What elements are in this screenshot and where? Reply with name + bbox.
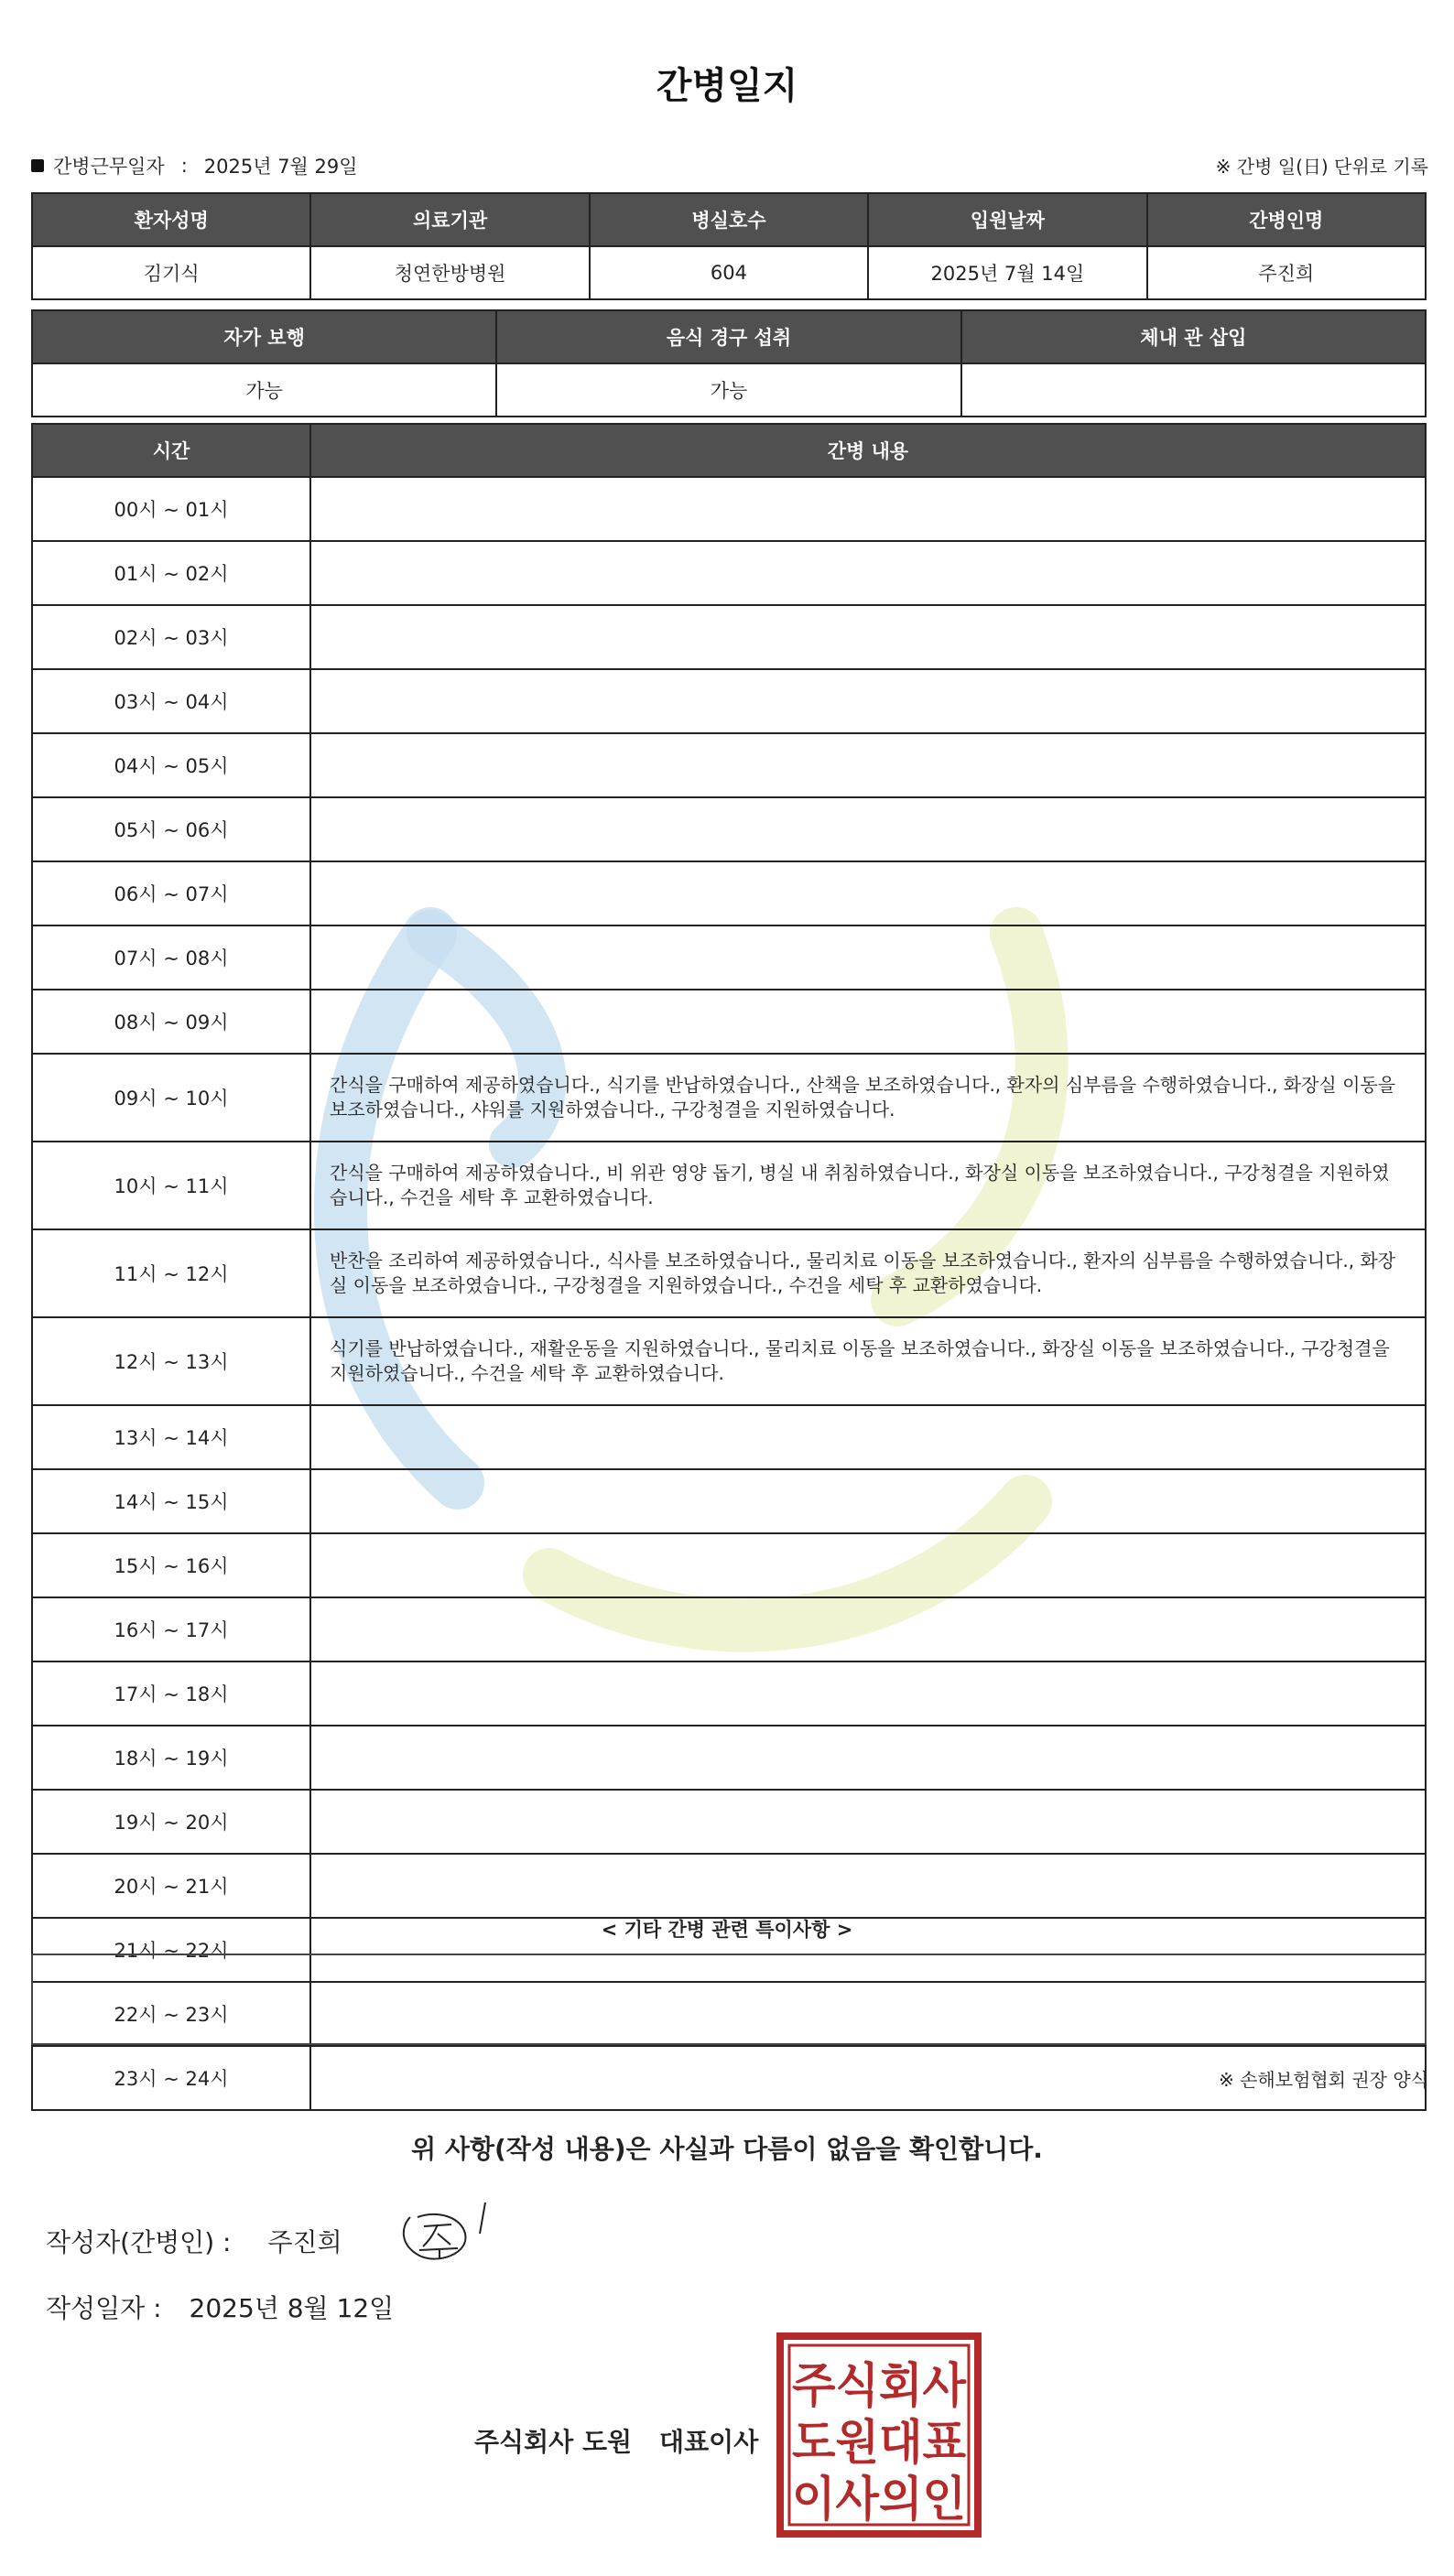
bullet-square-icon [31, 159, 44, 172]
log-row [32, 925, 1426, 990]
header-self-walking: 자가 보행 [32, 310, 496, 363]
patient-info-table [31, 192, 1427, 300]
log-content [310, 1661, 1426, 1726]
oral-intake-value: 가능 [496, 363, 960, 417]
log-content: 간식을 구매하여 제공하였습니다., 식기를 반납하였습니다., 산책을 보조하였습니다., 환자의 심부름을 수행하였습니다., 화장실 이동을 보조하였습니다., 샤워를 지원하였습니다., 구강청결을 지원하였습니다. [310, 1054, 1426, 1142]
work-date-line [31, 152, 358, 179]
tube-insertion-value [961, 363, 1426, 417]
handwritten-signature [383, 2190, 502, 2272]
log-time: 08시 ~ 09시 [32, 990, 310, 1054]
log-time: 15시 ~ 16시 [32, 1533, 310, 1597]
log-content [310, 669, 1426, 733]
log-time: 10시 ~ 11시 [32, 1142, 310, 1229]
log-row [32, 1405, 1426, 1469]
log-row [32, 605, 1426, 669]
log-row [32, 669, 1426, 733]
company-rep-title: 대표이사 [659, 2427, 759, 2457]
log-time: 20시 ~ 21시 [32, 1854, 310, 1918]
log-content [310, 605, 1426, 669]
header-admission-date: 입원날짜 [868, 193, 1146, 246]
log-row [32, 477, 1426, 541]
log-content [310, 1405, 1426, 1469]
log-time: 01시 ~ 02시 [32, 541, 310, 605]
record-unit-note: ※ 간병 일(日) 단위로 기록 [1215, 156, 1428, 178]
log-content [310, 797, 1426, 861]
seal-text-line: 이사의인 [792, 2473, 966, 2527]
log-content [310, 990, 1426, 1054]
log-row [32, 1054, 1426, 1142]
log-content [310, 1726, 1426, 1790]
log-content [310, 1854, 1426, 1918]
remarks-title: < 기타 간병 관련 특이사항 > [601, 1919, 853, 1941]
log-content: 간식을 구매하여 제공하였습니다., 비 위관 영양 돕기, 병실 내 취침하였습니다., 화장실 이동을 보조하였습니다., 구강청결을 지원하였습니다., 수건을 세탁 후 교환하였습니다. [310, 1142, 1426, 1229]
room-number: 604 [590, 246, 868, 299]
header-time: 시간 [32, 424, 310, 477]
log-time: 12시 ~ 13시 [32, 1317, 310, 1405]
log-content [310, 1533, 1426, 1597]
log-time: 23시 ~ 24시 [32, 2046, 310, 2110]
log-row [32, 1142, 1426, 1229]
header-tube-insertion: 체내 관 삽입 [961, 310, 1426, 363]
header-care-content: 간병 내용 [310, 424, 1426, 477]
writer-line [46, 2223, 342, 2259]
page-title: 간병일지 [656, 65, 798, 107]
log-row [32, 1229, 1426, 1317]
log-time: 13시 ~ 14시 [32, 1405, 310, 1469]
log-row [32, 1854, 1426, 1918]
company-name: 주식회사 도원 [474, 2427, 633, 2457]
log-time: 09시 ~ 10시 [32, 1054, 310, 1142]
remarks-box [31, 1954, 1427, 2045]
log-time: 04시 ~ 05시 [32, 733, 310, 797]
writer-name: 주진희 [267, 2227, 342, 2257]
write-date-line [46, 2289, 394, 2325]
seal-text-line: 주식회사 [792, 2359, 967, 2414]
log-row [32, 861, 1426, 925]
header-patient-name: 환자성명 [32, 193, 310, 246]
care-log-table [31, 423, 1427, 2111]
patient-name: 김기식 [32, 246, 310, 299]
log-content [310, 1469, 1426, 1533]
confirmation-statement: 위 사항(작성 내용)은 사실과 다름이 없음을 확인합니다. [411, 2134, 1043, 2164]
header-oral-intake: 음식 경구 섭취 [496, 310, 960, 363]
log-row [32, 1790, 1426, 1854]
log-time: 03시 ~ 04시 [32, 669, 310, 733]
log-time: 21시 ~ 22시 [32, 1918, 310, 1982]
company-line [474, 2422, 758, 2459]
header-hospital: 의료기관 [310, 193, 589, 246]
self-walking-value: 가능 [32, 363, 496, 417]
caregiver-name: 주진희 [1147, 246, 1426, 299]
form-source-note: ※ 손해보험협회 권장 양식 [1218, 2069, 1428, 2091]
log-time: 18시 ~ 19시 [32, 1726, 310, 1790]
log-row [32, 1661, 1426, 1726]
log-content [310, 1790, 1426, 1854]
header-caregiver-name: 간병인명 [1147, 193, 1426, 246]
patient-status-table [31, 309, 1427, 417]
log-row [32, 1469, 1426, 1533]
log-time: 22시 ~ 23시 [32, 1982, 310, 2046]
log-content [310, 1597, 1426, 1661]
log-time: 02시 ~ 03시 [32, 605, 310, 669]
log-row [32, 1533, 1426, 1597]
log-time: 16시 ~ 17시 [32, 1597, 310, 1661]
log-row [32, 1726, 1426, 1790]
log-time: 19시 ~ 20시 [32, 1790, 310, 1854]
work-date-value: 2025년 7월 29일 [203, 156, 358, 178]
log-time: 11시 ~ 12시 [32, 1229, 310, 1317]
writer-label: 작성자(간병인) : [46, 2227, 232, 2257]
log-row [32, 2046, 1426, 2110]
write-date-value: 2025년 8월 12일 [189, 2293, 395, 2323]
log-row [32, 1597, 1426, 1661]
log-time: 07시 ~ 08시 [32, 925, 310, 990]
log-row [32, 733, 1426, 797]
log-content [310, 861, 1426, 925]
log-content [310, 477, 1426, 541]
log-content [310, 733, 1426, 797]
seal-text-line: 도원대표 [792, 2416, 966, 2471]
log-content: 반찬을 조리하여 제공하였습니다., 식사를 보조하였습니다., 물리치료 이동을 보조하였습니다., 환자의 심부름을 수행하였습니다., 화장실 이동을 보조하였습니다., 구강청결을 지원하였습니다., 수건을 세탁 후 교환하였습니다. [310, 1229, 1426, 1317]
log-row [32, 541, 1426, 605]
hospital-name: 청연한방병원 [310, 246, 589, 299]
log-content: 식기를 반납하였습니다., 재활운동을 지원하였습니다., 물리치료 이동을 보조하였습니다., 화장실 이동을 보조하였습니다., 구강청결을 지원하였습니다., 수건을 세탁 후 교환하였습니다. [310, 1317, 1426, 1405]
log-row [32, 797, 1426, 861]
header-room: 병실호수 [590, 193, 868, 246]
log-content [310, 925, 1426, 990]
log-time: 14시 ~ 15시 [32, 1469, 310, 1533]
work-date-label: 간병근무일자 [53, 156, 165, 178]
log-time: 06시 ~ 07시 [32, 861, 310, 925]
work-date-colon: : [180, 155, 188, 177]
admission-date: 2025년 7월 14일 [868, 246, 1146, 299]
log-row [32, 1317, 1426, 1405]
write-date-label: 작성일자 : [46, 2293, 162, 2323]
log-time: 05시 ~ 06시 [32, 797, 310, 861]
log-row [32, 990, 1426, 1054]
log-content [310, 541, 1426, 605]
log-time: 00시 ~ 01시 [32, 477, 310, 541]
log-time: 17시 ~ 18시 [32, 1661, 310, 1726]
company-seal-stamp [776, 2332, 982, 2538]
